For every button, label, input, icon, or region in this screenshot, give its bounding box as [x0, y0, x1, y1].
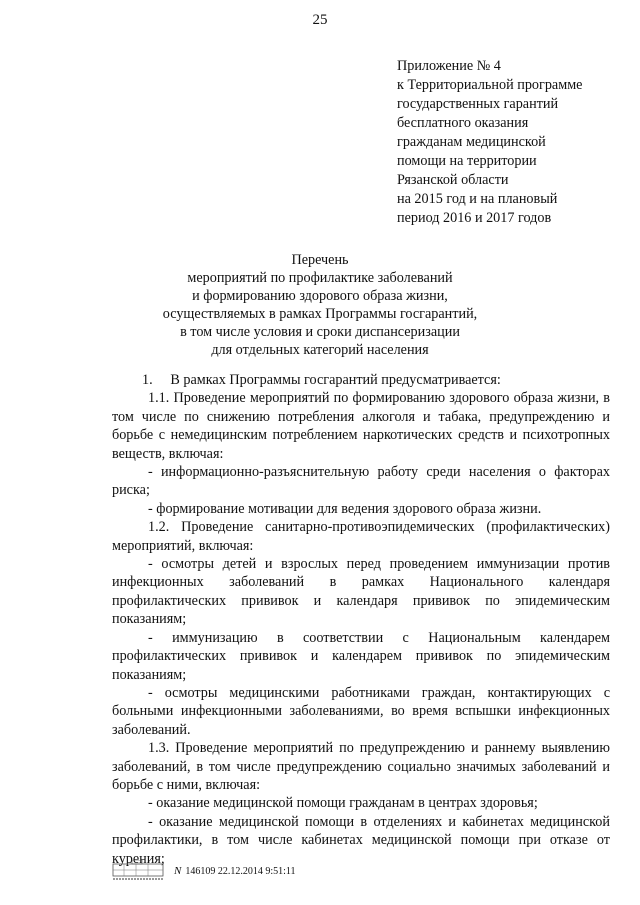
document-id — [174, 865, 296, 877]
appendix-line: к Территориальной программе — [397, 77, 583, 93]
list-item: - оказание медицинской помощи гражданам в центрах здоровья; — [148, 795, 538, 812]
footer — [112, 859, 296, 883]
appendix-line: государственных гарантий — [397, 96, 559, 112]
title-line: в том числе условия и сроки диспансеризации — [180, 324, 460, 340]
appendix-line: период 2016 и 2017 годов — [397, 210, 552, 226]
list-item: - осмотры медицинскими работниками граждан, контактирующих с больными инфекционными заболеваниями, во время вспышки инфекционных заболеваний. — [112, 684, 610, 738]
document-body — [112, 371, 610, 868]
appendix-line: на 2015 год и на плановый — [397, 191, 558, 207]
list-item: - информационно-разъяснительную работу среди населения о факторах риска; — [112, 464, 610, 499]
document-id-text: 146109 22.12.2014 9:51:11 — [185, 866, 296, 877]
appendix-header — [397, 57, 637, 228]
list-item: - осмотры детей и взрослых перед проведением иммунизации против инфекционных заболеваний в рамках Национального календаря профилактических прививок и календаря прививок по эпидемическим показаниям; — [112, 556, 610, 628]
list-item: - оказание медицинской помощи в отделениях и кабинетах медицинской профилактики, в том числе кабинетах медицинской помощи при отказе от курения; — [112, 813, 610, 867]
list-item: - формирование мотивации для ведения здорового образа жизни. — [148, 500, 542, 517]
number-sign: N — [174, 865, 182, 877]
paragraph-1-3: 1.3. Проведение мероприятий по предупреждению и раннему выявлению заболеваний, в том числе предупреждению социально значимых заболеваний и борьбе с ними, включая: — [112, 740, 610, 793]
title-line: мероприятий по профилактике заболеваний — [187, 270, 453, 286]
appendix-line: гражданам медицинской — [397, 134, 546, 150]
paragraph-1-2: 1.2. Проведение санитарно-противоэпидемических (профилактических) мероприятий, включая: — [112, 519, 610, 554]
appendix-line: помощи на территории — [397, 153, 537, 169]
appendix-line: бесплатного оказания — [397, 115, 529, 131]
electronic-signature-stamp-icon — [112, 860, 164, 882]
list-item: - иммунизацию в соответствии с Национальным календарем профилактических прививок и календарем прививок по эпидемическим показаниям; — [112, 629, 610, 683]
paragraph-1: 1. В рамках Программы госгарантий предусматривается: — [142, 372, 501, 388]
title-line: для отдельных категорий населения — [211, 342, 429, 358]
title-heading: Перечень — [291, 252, 349, 268]
title-line: осуществляемых в рамках Программы госгарантий, — [162, 306, 478, 322]
page-number: 25 — [312, 12, 328, 28]
title-line: и формированию здорового образа жизни, — [192, 288, 448, 304]
paragraph-1-1: 1.1. Проведение мероприятий по формированию здорового образа жизни, в том числе по снижению потребления алкоголя и табака, предупреждению и борьбе с немедицинским потреблением наркотических средств и психотропных веществ, включая: — [112, 390, 610, 462]
appendix-line: Приложение № 4 — [397, 58, 501, 74]
document-title — [0, 251, 640, 359]
appendix-line: Рязанской области — [397, 172, 509, 188]
